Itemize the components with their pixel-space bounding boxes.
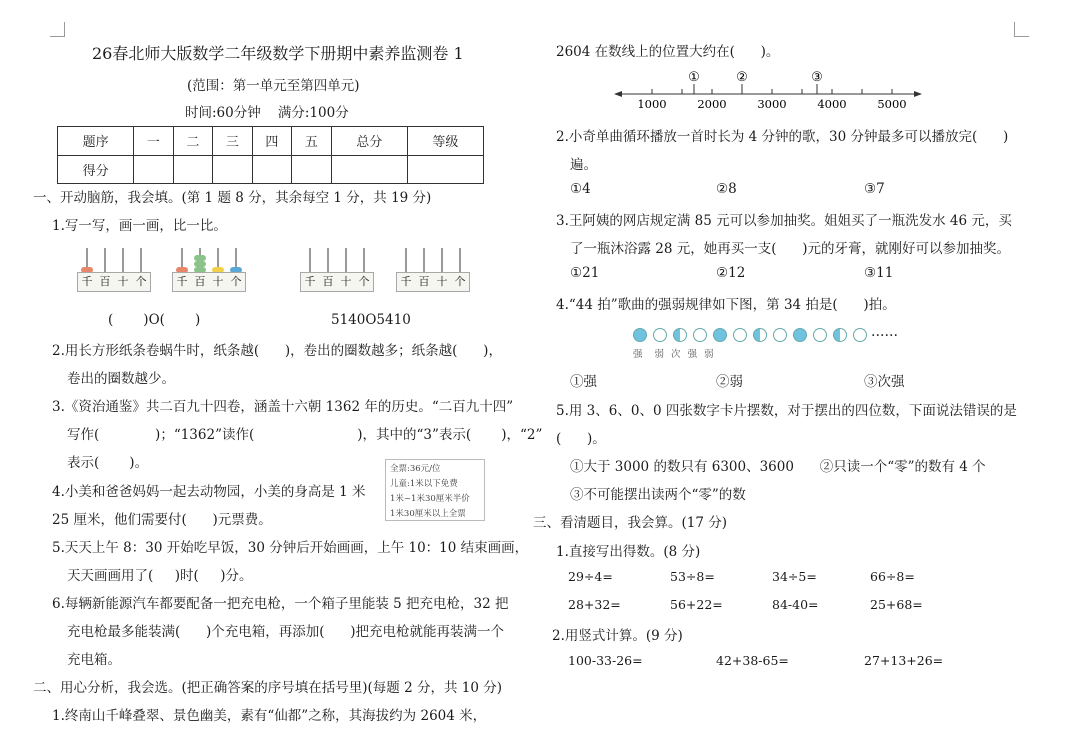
beat-circle [813, 328, 827, 342]
score-header-cell: 一 [134, 127, 174, 156]
s2-q5-options-line-2[interactable]: ③不可能摆出读两个“零”的数 [570, 487, 746, 503]
calc-item: 29÷4= [568, 569, 613, 584]
beat-circle [673, 328, 687, 342]
score-header-cell: 五 [292, 127, 332, 156]
beat-circle [653, 328, 667, 342]
beat-circle [693, 328, 707, 342]
s2-question-3-line-2: 了一瓶沐浴露 28 元，她再买一支( )元的牙膏，就刚好可以参加抽奖。 [570, 241, 1011, 257]
score-header-cell: 四 [252, 127, 292, 156]
s2-q4-option-2[interactable]: ②弱 [716, 374, 743, 390]
s2-q2-option-1[interactable]: ①4 [570, 181, 591, 197]
s1-question-6-line-1: 6.每辆新能源汽车都要配备一把充电枪，一个箱子里能装 5 把充电枪，32 把 [52, 596, 509, 612]
s2-q4-option-3[interactable]: ③次强 [864, 374, 905, 390]
vertical-calc-item: 42+38-65= [716, 653, 789, 668]
s2-q2-option-3[interactable]: ③7 [864, 181, 885, 197]
section-1-title: 一、开动脑筋，我会填。(第 1 题 8 分，其余每空 1 分，共 19 分) [33, 190, 432, 206]
beat-circle [733, 328, 747, 342]
s2-question-5-line-1: 5.用 3、6、0、0 四张数字卡片摆数，对于摆出的四位数，下面说法错误的是 [556, 403, 1017, 419]
beat-circle [833, 328, 847, 342]
s1-question-3-line-1: 3.《资治通鉴》共二百九十四卷，涵盖十六朝 1362 年的历史。“二百九十四” [52, 399, 514, 415]
score-cell[interactable] [252, 155, 292, 184]
score-header-cell: 总分 [331, 127, 407, 156]
s2-question-2-line-1: 2.小奇单曲循环播放一首时长为 4 分钟的歌，30 分钟最多可以播放完( ) [556, 129, 1009, 145]
section-3-title: 三、看清题目，我会算。(17 分) [533, 515, 728, 531]
s3-question-2: 2.用竖式计算。(9 分) [552, 628, 683, 644]
score-cell[interactable] [407, 155, 483, 184]
compare-blank-b[interactable]: 5140O5410 [331, 312, 411, 328]
calc-item: 34÷5= [772, 569, 817, 584]
score-header-cell: 二 [173, 127, 213, 156]
abacus-4: 千 百 十 个 [396, 248, 476, 294]
price-line: 1米~1米30厘米半价 [390, 494, 470, 504]
calc-item: 84-40= [772, 597, 819, 612]
calc-item: 56+22= [670, 597, 723, 612]
corner-mark-top-left [50, 22, 65, 37]
compare-blank-a[interactable]: ( )O( ) [108, 312, 201, 328]
price-line: 儿童:1米以下免费 [390, 479, 458, 489]
s1-question-5-line-1: 5.天天上午 8：30 开始吃早饭，30 分钟后开始画画，上午 10：10 结束画画， [52, 540, 529, 556]
s1-question-5-line-2: 天天画画用了( )时( )分。 [67, 568, 253, 584]
s1-question-4-line-1: 4.小美和爸爸妈妈一起去动物园，小美的身高是 1 米 [52, 484, 366, 500]
beat-ellipsis: …… [871, 324, 898, 340]
s1-question-3-line-3: 表示( )。 [67, 455, 149, 471]
score-cell[interactable] [134, 155, 174, 184]
s1-question-2-line-2: 卷出的圈数越少。 [67, 371, 175, 387]
score-header-cell: 等级 [407, 127, 483, 156]
abacus-1: 千 百 十 个 [77, 248, 157, 294]
number-line-tick-label: 3000 [757, 97, 787, 111]
time-and-score: 时间:60分钟 满分:100分 [185, 105, 349, 121]
abacus-3: 千 百 十 个 [300, 248, 380, 294]
calc-item: 66÷8= [870, 569, 915, 584]
number-line-mark: ① [688, 70, 700, 85]
s2-question-1-line-1: 1.终南山千峰叠翠、景色幽美，素有“仙都”之称，其海拔约为 2604 米， [52, 708, 487, 724]
beat-circle [793, 328, 807, 342]
vertical-calc-item: 100-33-26= [568, 653, 643, 668]
beat-labels: 强 弱 次 强 弱 [633, 349, 716, 360]
score-table-score-row [58, 155, 484, 184]
beat-pattern [633, 324, 898, 344]
beat-circle [753, 328, 767, 342]
beat-circle [853, 328, 867, 342]
s2-q3-option-1[interactable]: ①21 [570, 265, 600, 281]
score-cell[interactable] [213, 155, 253, 184]
number-line-tick-label: 2000 [697, 97, 727, 111]
s2-question-1-line-2: 2604 在数线上的位置大约在( )。 [556, 44, 780, 60]
s1-question-4-line-2: 25 厘米，他们需要付( )元票费。 [52, 512, 272, 528]
s1-question-1: 1.写一写，画一画，比一比。 [52, 218, 227, 234]
number-line-tick-label: 5000 [877, 97, 907, 111]
s2-q2-option-2[interactable]: ②8 [716, 181, 737, 197]
calc-item: 25+68= [870, 597, 923, 612]
number-line [612, 64, 924, 114]
price-line: 全票:36元/位 [390, 464, 441, 474]
ticket-price-box [385, 459, 485, 521]
s3-question-1: 1.直接写出得数。(8 分) [556, 544, 701, 560]
number-line-mark: ③ [811, 70, 823, 85]
s2-q4-option-1[interactable]: ①强 [570, 374, 597, 390]
beat-circle [773, 328, 787, 342]
exam-scope: (范围：第一单元至第四单元) [187, 78, 360, 94]
score-cell[interactable] [173, 155, 213, 184]
price-line: 1米30厘米以上全票 [390, 509, 466, 519]
beat-circle [713, 328, 727, 342]
s1-question-6-line-3: 充电箱。 [67, 652, 121, 668]
exam-title: 26春北师大版数学二年级数学下册期中素养监测卷 1 [92, 44, 464, 63]
s2-question-3-line-1: 3.王阿姨的网店规定满 85 元可以参加抽奖。姐姐买了一瓶洗发水 46 元，买 [556, 213, 1012, 229]
s2-q3-option-3[interactable]: ③11 [864, 265, 894, 281]
s1-question-2-line-1: 2.用长方形纸条卷蜗牛时，纸条越( )，卷出的圈数越多；纸条越( )， [52, 343, 502, 359]
s2-question-4-line-1: 4.“44 拍”歌曲的强弱规律如下图，第 34 拍是( )拍。 [556, 297, 896, 313]
number-line-tick-label: 4000 [817, 97, 847, 111]
number-line-tick-label: 1000 [637, 97, 667, 111]
score-row-label: 得分 [58, 155, 134, 184]
score-table-header-row [58, 127, 484, 156]
s1-question-6-line-2: 充电枪最多能装满( )个充电箱，再添加( )把充电枪就能再装满一个 [67, 624, 505, 640]
abacus-2: 千 百 十 个 [172, 248, 252, 294]
number-line-mark: ② [736, 70, 748, 85]
score-cell[interactable] [331, 155, 407, 184]
s2-question-5-line-2: ( )。 [556, 431, 606, 447]
s2-question-2-line-2: 遍。 [570, 157, 597, 173]
vertical-calc-item: 27+13+26= [864, 653, 944, 668]
corner-mark-top-right [1014, 22, 1029, 37]
calc-item: 28+32= [568, 597, 621, 612]
s2-q5-options-line-1[interactable]: ①大于 3000 的数只有 6300、3600 ②只读一个“零”的数有 4 个 [570, 459, 986, 475]
score-table [57, 126, 484, 184]
section-2-title: 二、用心分析，我会选。(把正确答案的序号填在括号里)(每题 2 分，共 10 分) [33, 680, 502, 696]
s2-q3-option-2[interactable]: ②12 [716, 265, 746, 281]
score-cell[interactable] [292, 155, 332, 184]
score-header-cell: 三 [213, 127, 253, 156]
s1-question-3-line-2: 写作( )；“1362”读作( )，其中的“3”表示( )，“2” [67, 427, 543, 443]
beat-circle [633, 328, 647, 342]
score-header-cell: 题序 [58, 127, 134, 156]
calc-item: 53÷8= [670, 569, 715, 584]
